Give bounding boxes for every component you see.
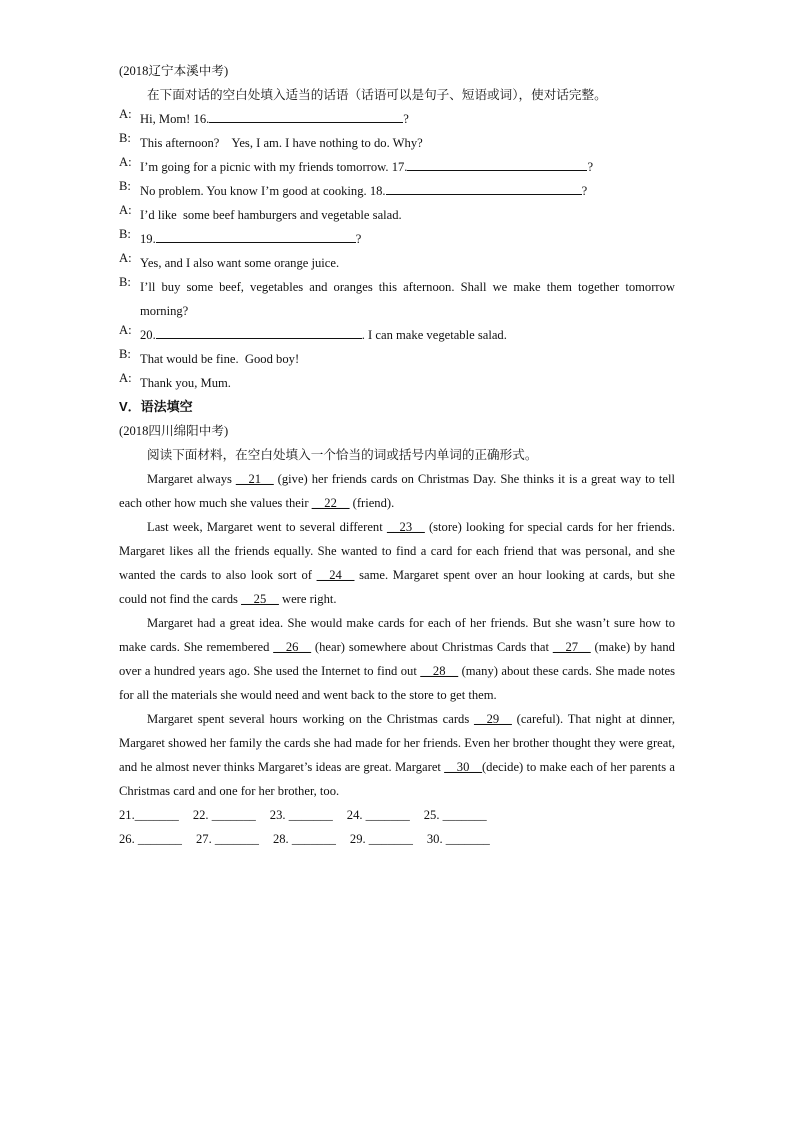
dialogue-tail: ? (587, 160, 594, 174)
blank-26[interactable]: __26__ (273, 640, 312, 654)
worksheet-page (119, 59, 675, 851)
speaker-label: A: (119, 371, 132, 385)
passage-text: (hear) somewhere about Christmas Cards that (311, 640, 553, 654)
dialogue-line-1 (119, 107, 675, 131)
dialogue-text: That would be fine. Good boy! (140, 352, 300, 366)
answer-blank-18[interactable] (386, 179, 582, 195)
dialogue-line-3 (119, 155, 675, 179)
dialogue-line-5 (119, 203, 675, 227)
speaker-label: B: (119, 227, 131, 241)
dialogue-text: No problem. You know I’m good at cooking. 18. (140, 184, 386, 198)
passage-text: Margaret always (147, 472, 236, 486)
answer-blank-19[interactable] (156, 227, 356, 243)
source-note-2: (2018四川绵阳中考) (119, 424, 229, 438)
dialogue-text: I’ll buy some beef, vegetables and oranges this afternoon. Shall we make them together tomorrow morning? (140, 280, 675, 318)
instruction-2: 阅读下面材料，在空白处填入一个恰当的词或括号内单词的正确形式。 (147, 448, 538, 462)
dialogue (119, 107, 675, 395)
answer-slot-29[interactable]: 29. _______ (349, 832, 413, 846)
answer-slot-28[interactable]: 28. _______ (272, 832, 336, 846)
answer-row-2 (119, 827, 675, 851)
speaker-label: A: (119, 107, 132, 121)
speaker-label: A: (119, 203, 132, 217)
speaker-label: B: (119, 179, 131, 193)
blank-25[interactable]: __25__ (241, 592, 279, 606)
passage-text: Margaret spent several hours working on the Christmas cards (147, 712, 475, 726)
speaker-label: B: (119, 275, 131, 289)
passage-text: Last week, Margaret went to several different (147, 520, 387, 534)
dialogue-line-7 (119, 251, 675, 275)
blank-27[interactable]: __27__ (552, 640, 591, 654)
dialogue-line-10 (119, 347, 675, 371)
instruction-1: 在下面对话的空白处填入适当的话语（话语可以是句子、短语或词），使对话完整。 (147, 88, 607, 102)
speaker-label: A: (119, 251, 132, 265)
passage-text: (many) about these cards. She made notes for all the materials she would need and went back to the store to get them. (119, 664, 675, 702)
answer-slot-22[interactable]: 22. _______ (192, 808, 256, 822)
source-note-1: (2018辽宁本溪中考) (119, 64, 229, 78)
answer-row-1 (119, 803, 675, 827)
passage-text: same. Margaret spent over an hour looking at cards, but she could not find the cards (119, 568, 675, 606)
dialogue-line-9 (119, 323, 675, 347)
speaker-label: A: (119, 323, 132, 337)
dialogue-line-2 (119, 131, 675, 155)
passage-text: (make) by hand over a hundred years ago. She used the Internet to find out (119, 640, 675, 678)
dialogue-tail: ? (355, 232, 362, 246)
passage-text: (decide) to make each of her parents a Christmas card and one for her brother, too. (119, 760, 675, 798)
passage-paragraph-2 (119, 515, 675, 611)
dialogue-text: I’m going for a picnic with my friends tomorrow. 17. (140, 160, 408, 174)
speaker-label: A: (119, 155, 132, 169)
answer-slot-21[interactable]: 21._______ (119, 808, 179, 822)
dialogue-text: I’d like some beef hamburgers and vegetable salad. (140, 208, 402, 222)
answer-slot-23[interactable]: 23. _______ (269, 808, 333, 822)
section-title-grammar: V．语法填空 (119, 399, 193, 414)
speaker-label: B: (119, 131, 131, 145)
dialogue-text: Yes, and I also want some orange juice. (140, 256, 340, 270)
dialogue-tail: ? (403, 112, 409, 126)
passage-text: were right. (278, 592, 337, 606)
blank-21[interactable]: __21__ (235, 472, 274, 486)
passage-paragraph-3 (119, 611, 675, 707)
passage-text: (careful). That night at dinner, Margaret showed her family the cards she had made for her friends. Even her brother thought they were great, and he almost never thinks Margaret’s ideas are great. Margaret (119, 712, 675, 774)
dialogue-text: 20. (140, 328, 156, 342)
answer-slot-24[interactable]: 24. _______ (346, 808, 410, 822)
dialogue-text: This afternoon? Yes, I am. I have nothing to do. Why? (140, 136, 423, 150)
blank-29[interactable]: __29__ (474, 712, 512, 726)
blank-28[interactable]: __28__ (420, 664, 459, 678)
dialogue-tail: ? (581, 184, 588, 198)
dialogue-line-11 (119, 371, 675, 395)
passage-text: (give) her friends cards on Christmas Day. She thinks it is a great way to tell each other how much she values their (119, 472, 675, 510)
answer-slot-26[interactable]: 26. _______ (119, 832, 182, 846)
blank-30[interactable]: __30__ (444, 760, 482, 774)
passage-paragraph-4 (119, 707, 675, 803)
dialogue-text: Thank you, Mum. (140, 376, 231, 390)
dialogue-text: 19. (140, 232, 156, 246)
answer-slot-27[interactable]: 27. _______ (195, 832, 259, 846)
passage-paragraph-1 (119, 467, 675, 515)
dialogue-tail: . I can make vegetable salad. (361, 328, 507, 342)
passage-text: (friend). (349, 496, 395, 510)
passage-text: Margaret had a great idea. She would make cards for each of her friends. But she wasn’t sure how to make cards. She remembered (119, 616, 675, 654)
dialogue-line-8 (119, 275, 675, 323)
speaker-label: B: (119, 347, 131, 361)
dialogue-text: Hi, Mom! 16. (140, 112, 210, 126)
passage-text: (store) looking for special cards for her friends. Margaret likes all the friends equally. She wanted to find a card for each friend that was personal, and she wanted the cards to also look sort of (119, 520, 675, 582)
dialogue-line-4 (119, 179, 675, 203)
answer-blank-16[interactable] (209, 107, 403, 123)
answer-blank-20[interactable] (156, 323, 362, 339)
blank-24[interactable]: __24__ (316, 568, 355, 582)
blank-23[interactable]: __23__ (386, 520, 425, 534)
dialogue-line-6 (119, 227, 675, 251)
answer-slot-25[interactable]: 25. _______ (423, 808, 487, 822)
blank-22[interactable]: __22__ (311, 496, 350, 510)
answer-slot-30[interactable]: 30. _______ (426, 832, 490, 846)
answer-blank-17[interactable] (407, 155, 587, 171)
